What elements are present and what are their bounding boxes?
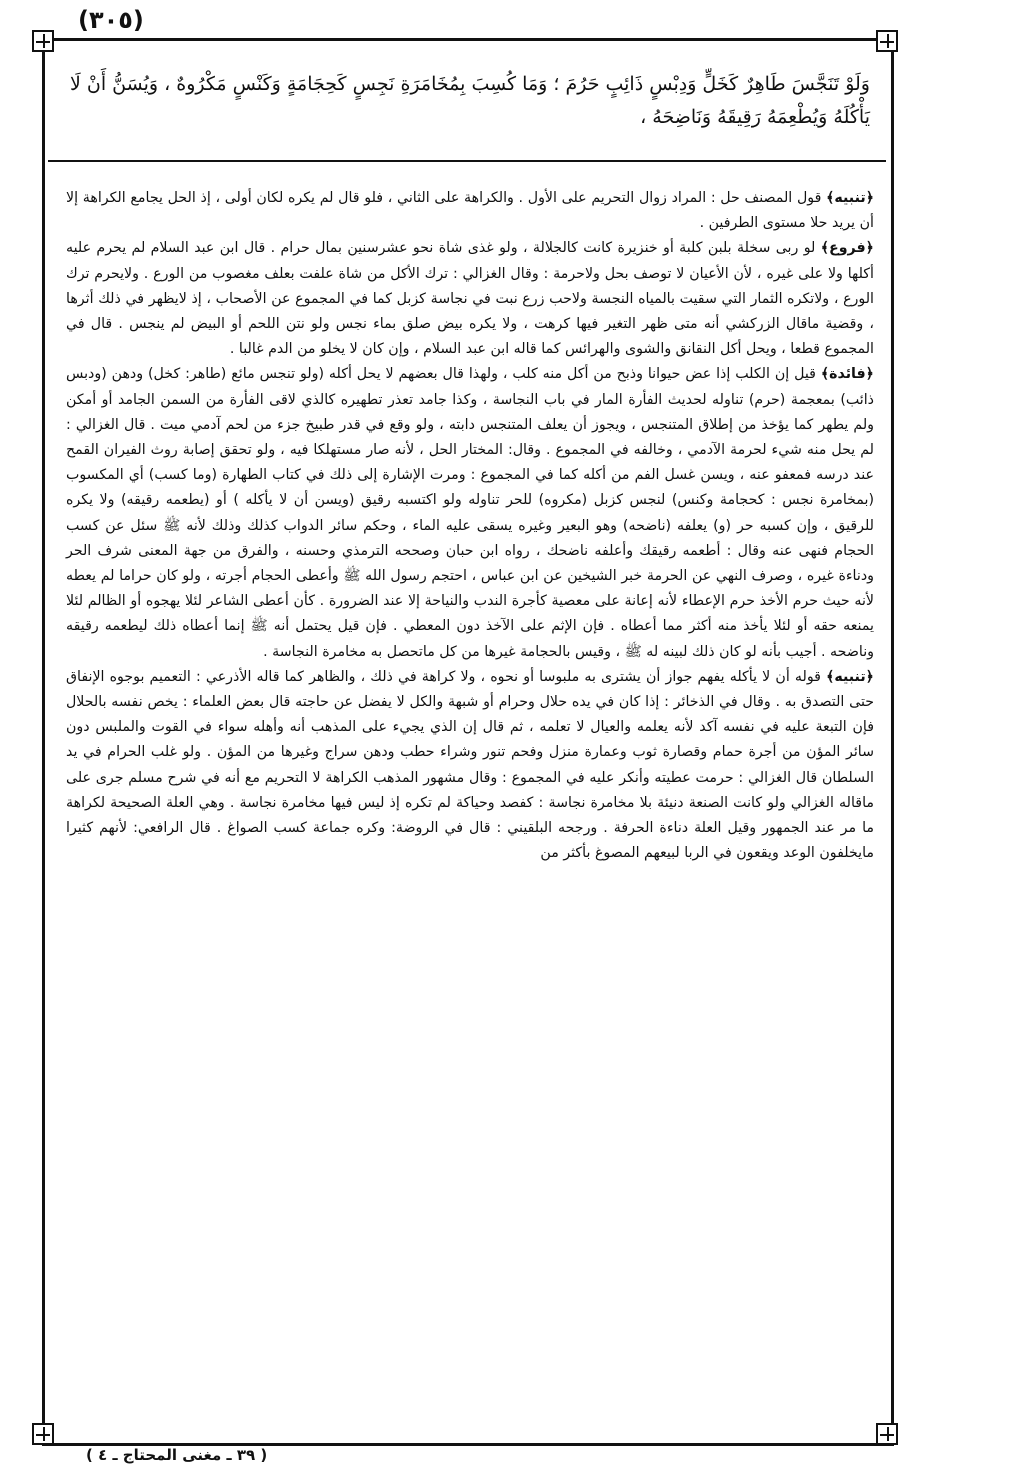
paragraph-text: قول المصنف حل : المراد زوال التحريم على الأول . والكراهة على الثاني ، فلو قال لم يكره لكان أولى ، إذ الحل يجامع الكراهة إلا أن يريد حلا مستوى الطرفين . [66, 190, 874, 232]
paragraph [66, 236, 874, 362]
main-text: وَلَوْ تَنَجَّسَ طَاهِرٌ كَخَلٍّ وَدِبْسٍ ذَائِبٍ حَرُمَ ؛ وَمَا كُسِبَ بِمُخَامَرَةِ نَجِسٍ كَحِجَامَةٍ وَكَنْسٍ مَكْرُوهٌ ، وَيُسَنُّ أَنْ لَا يَأْكُلَهُ وَيُطْعِمَهُ رَقِيقَهُ وَنَاضِحَهُ ، [70, 73, 870, 128]
paragraph [66, 362, 874, 664]
paragraph [66, 186, 874, 236]
page-number: (٣٠٥) [78, 6, 144, 34]
corner-ornament-icon [876, 30, 898, 52]
commentary [66, 186, 874, 866]
separator-line [48, 160, 886, 162]
footer-signature: ( ٣٩ ـ مغنى المحتاج ـ ٤ ) [86, 1446, 268, 1464]
paragraph-tag: ﴿فروع﴾ [820, 240, 874, 257]
paragraph-text: قيل إن الكلب إذا عض حيوانا وذبح من أكل منه كلب ، ولهذا قال بعضهم لا يحل أكله (ولو تنجس مائع (طاهر: كخل) ودهن (ودبس ذائب) بمعجمة (حرم) تناوله لحديث الفأرة المار في باب النجاسة ، وكذا جامد تعذر تطهيره كالذي لاقى الفأرة من السمن الجامد أو أمكن ولم يطهر كما يؤخذ من إطلاق المتنجس ، ويجوز أن يعلف المتنجس دابته ، ولو وقع في قدر طبيخ جزء من لحم آدمي ميت . قال الغزالي : لم يحل منه شيء لحرمة الآدمي ، وخالفه في المجموع . وقال: المختار الحل ، لأنه صار مستهلكا فيه ، ولو تحقق إصابة روث الفيران القمح عند درسه فمعفو عنه ، ويسن غسل الفم من أكله كما في المجموع : ومرت الإشارة إلى ذلك في كتاب الطهارة (وما كسب) أي المكسوب (بمخامرة نجس : كحجامة وكنس) لنجس كزبل (مكروه) للحر تناوله ولو اكتسبه رقيق (ويسن أن لا يأكله ) أو (يطعمه رقيقه) ولا يكره للرقيق ، وإن كسبه حر (و) يعلفه (ناضحه) وهو البعير وغيره يسقى عليه الماء ، وحكم سائر الدواب كذلك وذلك لأنه ﷺ سئل عن كسب الحجام فنهى عنه وقال : أطعمه رقيقك وأعلفه ناضحك ، رواه ابن حبان وصححه الترمذي وحسنه ، والفرق من جهة المعنى شرف الحر ودناءة غيره ، وصرف النهي عن الحرمة خبر الشيخين عن ابن عباس ، احتجم رسول الله ﷺ وأعطى الحجام أجرته ، ولو كان حراما لم يعطه لأنه حيث حرم الأخذ حرم الإعطاء لأنه إعانة على معصية كأجرة الندب والنياحة إلا عند الضرورة . كأن أعطى الشاعر لئلا يهجوه أو الظالم لئلا يمنعه حقه أو لئلا يأخذ منه أكثر مما أعطاه . فإن الإثم على الآخذ دون المعطي . فإن قيل يحتمل أنه ﷺ إنما أعطاه ذلك ليطعمه رقيقه وناضحه . أجيب بأنه لو كان ذلك لبينه له ﷺ ، وقيس بالحجامة غيرها من كل ماتحصل به مخامرة النجاسة . [66, 366, 874, 660]
corner-ornament-icon [32, 1423, 54, 1445]
paragraph-text: قوله أن لا يأكله يفهم جواز أن يشترى به ملبوسا أو نحوه ، ولا كراهة في ذلك ، والظاهر كما قاله الأذرعي : التعميم بوجوه الإنفاق حتى التصدق به . وقال في الذخائر : إذا كان في يده حلال وحرام أو شبهة والكل لا يفضل عن حاجته قال بعض العلماء : يخص نفسه بالحلال فإن التبعة عليه في نفسه آكد لأنه يعلمه والعيال لا تعلمه ، ثم قال إن الذي يجيء على المذهب أنه وأهله سواء في القوت والملبس دون سائر المؤن من أجرة حمام وقصارة ثوب وعمارة منزل وفحم تنور وشراء حطب ودهن سراج وغيرها من المؤن . ولو غلب الحرام في يد السلطان قال الغزالي : حرمت عطيته وأنكر عليه في المجموع : وقال مشهور المذهب الكراهة لا التحريم مع أنه في شرح مسلم جرى على ماقاله الغزالي ولو كانت الصنعة دنيئة بلا مخامرة نجاسة : كفصد وحياكة لم تكره إذ ليس فيها مخامرة نجاسة . وهي العلة الصحيحة لكراهة ما مر عند الجمهور وقيل العلة دناءة الحرفة . ورجحه البلقيني : قال في الروضة: وكره جماعة كسب الصواغ . قال الرافعي: لأنهم كثيرا مايخلفون الوعد ويقعون في الربا لبيعهم المصوغ بأكثر من [66, 668, 874, 862]
paragraph [66, 665, 874, 867]
paragraph-tag: ﴿تنبيه﴾ [826, 190, 875, 206]
corner-ornament-icon [876, 1423, 898, 1445]
corner-ornament-icon [32, 30, 54, 52]
paragraph-text: لو ربى سخلة بلبن كلبة أو خنزيرة كانت كالجلالة ، ولو غذى شاة نحو عشرسنين بمال حرام . قال ابن عبد السلام لم يحرم عليه أكلها ولا على غيره ، لأن الأعيان لا توصف بحل ولاحرمة : وقال الغزالي : ترك الأكل من شاة علفت بعلف مغصوب من الورع . ولايحرم ترك الورع ، ولاتكره الثمار التي سقيت بالمياه النجسة ولاحب زرع نبت في نجاسة كزبل كما في المجموع عن الأصحاب ، إذ لايظهر في ذلك أثرها ، وقضية ماقال الزركشي أنه متى ظهر التغير فيها كرهت ، ولا يكره بيض صلق بماء نجس ولو نتن اللحم أو البيض لم ينجس . قال في المجموع قطعا ، ويحل أكل النقانق والشوى والهرائس كما قاله ابن عبد السلام ، وإن كان لا يخلو من الدم غالبا . [66, 240, 874, 358]
paragraph-tag: ﴿فائدة﴾ [820, 366, 874, 383]
paragraph-tag: ﴿تنبيه﴾ [826, 668, 874, 685]
